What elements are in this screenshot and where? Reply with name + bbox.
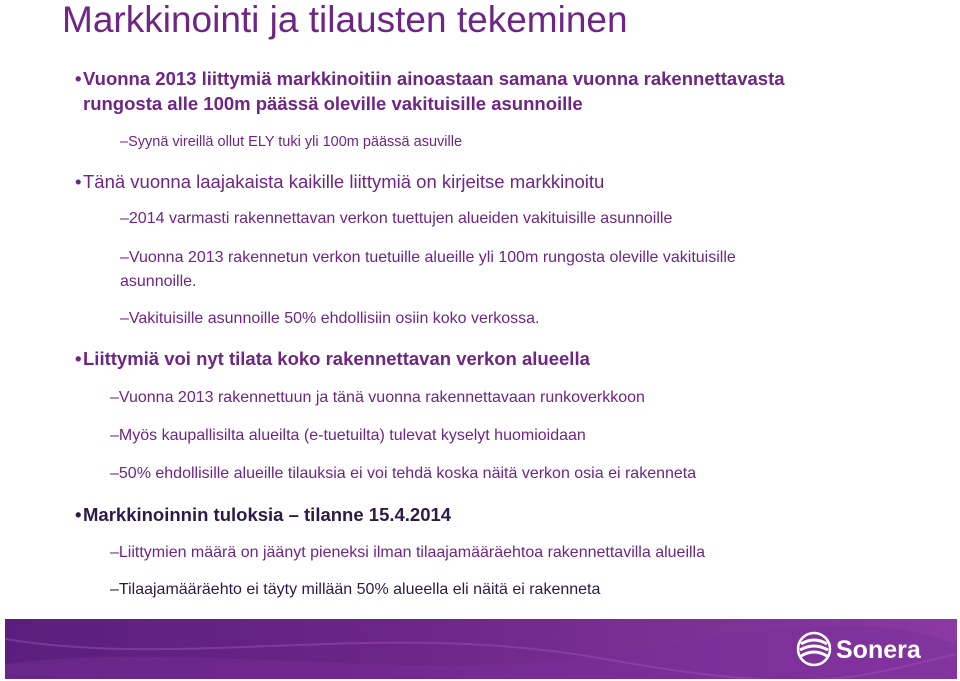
bullet-item-1 [75,67,785,91]
bullet-item-1-cont [83,92,583,116]
sub-item-7 [110,464,696,484]
bullet-item-3 [75,347,590,371]
sub-item-4 [120,309,540,329]
sub-item-9 [110,580,600,600]
dash-marker: – [120,310,129,327]
bullet-marker: • [75,68,82,89]
bullet-item-text: Tänä vuonna laajakaista kaikille liittymiä on kirjeitse markkinoitu [83,171,605,192]
slide-title: Markkinointi ja tilausten tekeminen [62,0,628,40]
sub-item-text: 50% ehdollisille alueille tilauksia ei voi tehdä koska näitä verkon osia ei rakenneta [118,465,697,482]
bullet-item-text: Liittymiä voi nyt tilata koko rakennettavan verkon alueella [83,348,590,369]
dash-marker: – [120,249,129,266]
sub-item-text: Liittymien määrä on jäänyt pieneksi ilman tilaajamääräehtoa rakennettavilla alueilla [118,544,706,561]
sub-item-text: Vakituisille asunnoille 50% ehdollisiin osiin koko verkossa. [128,310,540,327]
bullet-item-text: Vuonna 2013 liittymiä markkinoitiin ainoastaan samana vuonna rakennettavasta [83,68,785,89]
sub-item-text: Vuonna 2013 rakennettuun ja tänä vuonna rakennettavaan runkoverkkoon [118,389,645,406]
bullet-item-text-cont: rungosta alle 100m päässä oleville vakituisille asunnoille [83,93,583,114]
bullet-item-2 [75,170,604,194]
sub-item-3 [120,248,736,268]
dash-marker: – [110,389,119,406]
sub-item-text: Myös kaupallisilta alueilta (e-tuetuilta) tulevat kyselyt huomioidaan [118,427,586,444]
sub-item-text: Vuonna 2013 rakennetun verkon tuetuille alueille yli 100m rungosta oleville vakituisille [128,249,736,266]
sub-item-8 [110,543,705,563]
bullet-marker: • [75,171,82,192]
sub-item-2 [120,209,672,229]
sub-item-3-cont [120,272,197,292]
sub-item-text: Tilaajamääräehto ei täyty millään 50% alueella eli näitä ei rakenneta [118,581,601,598]
logo-text: Sonera [836,636,921,664]
bullet-item-4 [75,503,451,527]
dash-marker: – [120,210,129,227]
dash-marker: – [110,427,119,444]
sub-item-text-cont: asunnoille. [120,273,197,290]
bullet-item-text: Markkinoinnin tuloksia – tilanne 15.4.2014 [83,504,452,525]
dash-marker: – [110,465,119,482]
bullet-marker: • [75,504,82,525]
sub-item-text: Syynä vireillä ollut ELY tuki yli 100m päässä asuville [128,134,463,150]
dash-marker: – [110,544,119,561]
sub-item-6 [110,426,586,446]
dash-marker: – [110,581,119,598]
sub-item-text: 2014 varmasti rakennettavan verkon tuettujen alueiden vakituisille asunnoille [128,210,673,227]
dash-marker: – [120,134,129,150]
sub-item-1 [120,133,462,151]
sub-item-5 [110,388,645,408]
bullet-marker: • [75,348,82,369]
